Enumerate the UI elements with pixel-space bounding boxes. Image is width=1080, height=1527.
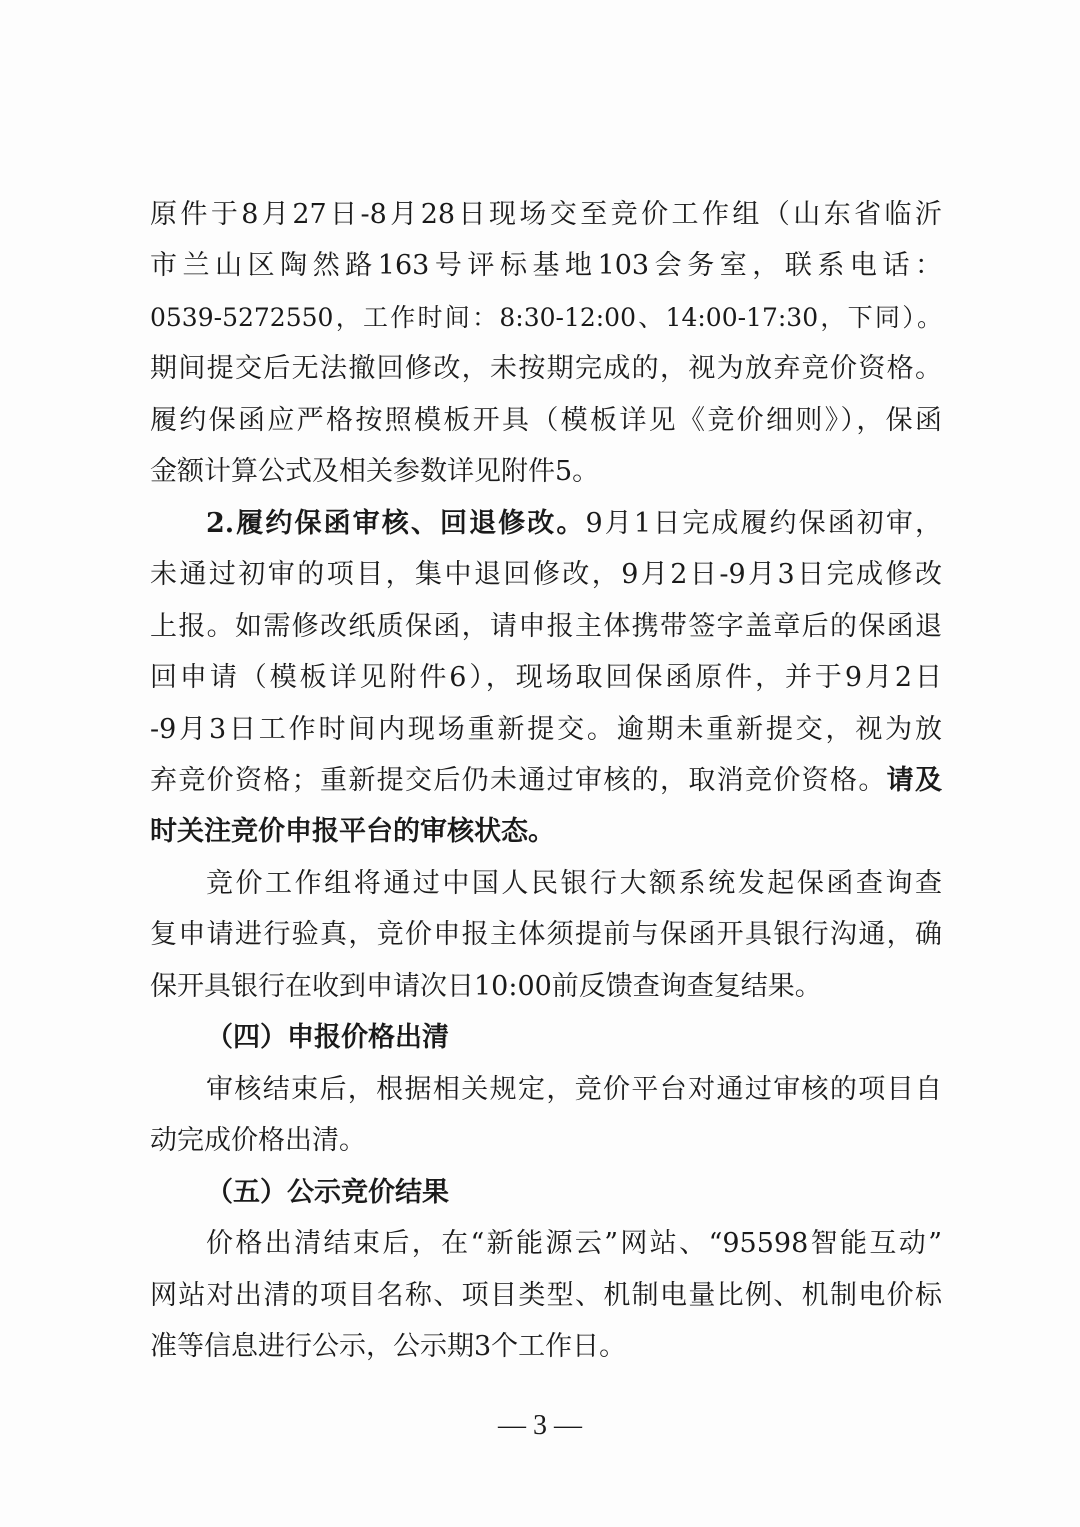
- subsection-heading: 2.履约保函审核、回退修改。: [206, 508, 586, 539]
- paragraph-line: 竞价工作组将通过中国人民银行大额系统发起保函查询查: [206, 868, 942, 899]
- paragraph-line: 金额计算公式及相关参数详见附件5。: [150, 456, 600, 487]
- paragraph-line: 上报。如需修改纸质保函，请申报主体携带签字盖章后的保函退: [150, 611, 942, 642]
- paragraph-line: 市兰山区陶然路163号评标基地103会务室，联系电话：: [150, 250, 942, 281]
- section-heading: （五）公示竞价结果: [206, 1177, 449, 1208]
- paragraph-line: 动完成价格出清。: [150, 1125, 366, 1156]
- paragraph-line: 价格出清结束后，在“新能源云”网站、“95598智能互动”: [206, 1228, 942, 1259]
- section-heading: （四）申报价格出清: [206, 1022, 449, 1053]
- paragraph-line: [150, 755, 942, 807]
- page-number: — 3 —: [498, 1410, 582, 1441]
- emphasis-text: 时关注竞价申报平台的审核状态。: [150, 816, 555, 847]
- emphasis-text: 请及: [886, 765, 943, 796]
- paragraph-line: 保开具银行在收到申请次日10:00前反馈查询查复结果。: [150, 971, 822, 1002]
- paragraph-line: 0539-5272550，工作时间：8:30-12:00、14:00-17:30，下同）。: [150, 303, 942, 332]
- paragraph-line: 履约保函应严格按照模板开具（模板详见《竞价细则》），保函: [150, 405, 942, 436]
- paragraph-line: 网站对出清的项目名称、项目类型、机制电量比例、机制电价标: [150, 1280, 942, 1311]
- paragraph-line: 审核结束后，根据相关规定，竞价平台对通过审核的项目自: [206, 1074, 942, 1105]
- paragraph-line: 回申请（模板详见附件6），现场取回保函原件，并于9月2日: [150, 662, 942, 693]
- paragraph-line: 原件于8月27日-8月28日现场交至竞价工作组（山东省临沂: [150, 199, 942, 230]
- paragraph-line: 未通过初审的项目，集中退回修改，9月2日-9月3日完成修改: [150, 559, 942, 590]
- text-span: 弃竞价资格；重新提交后仍未通过审核的，取消竞价资格。: [150, 765, 887, 796]
- paragraph-line: 复申请进行验真，竞价申报主体须提前与保函开具银行沟通，确: [150, 919, 942, 950]
- paragraph-line: -9月3日工作时间内现场重新提交。逾期未重新提交，视为放: [150, 714, 942, 745]
- text-span: 9月1日完成履约保函初审，: [585, 508, 943, 539]
- paragraph-line: 期间提交后无法撤回修改，未按期完成的，视为放弃竞价资格。: [150, 353, 942, 384]
- paragraph-line: [206, 498, 942, 550]
- paragraph-line: 准等信息进行公示，公示期3个工作日。: [150, 1331, 627, 1362]
